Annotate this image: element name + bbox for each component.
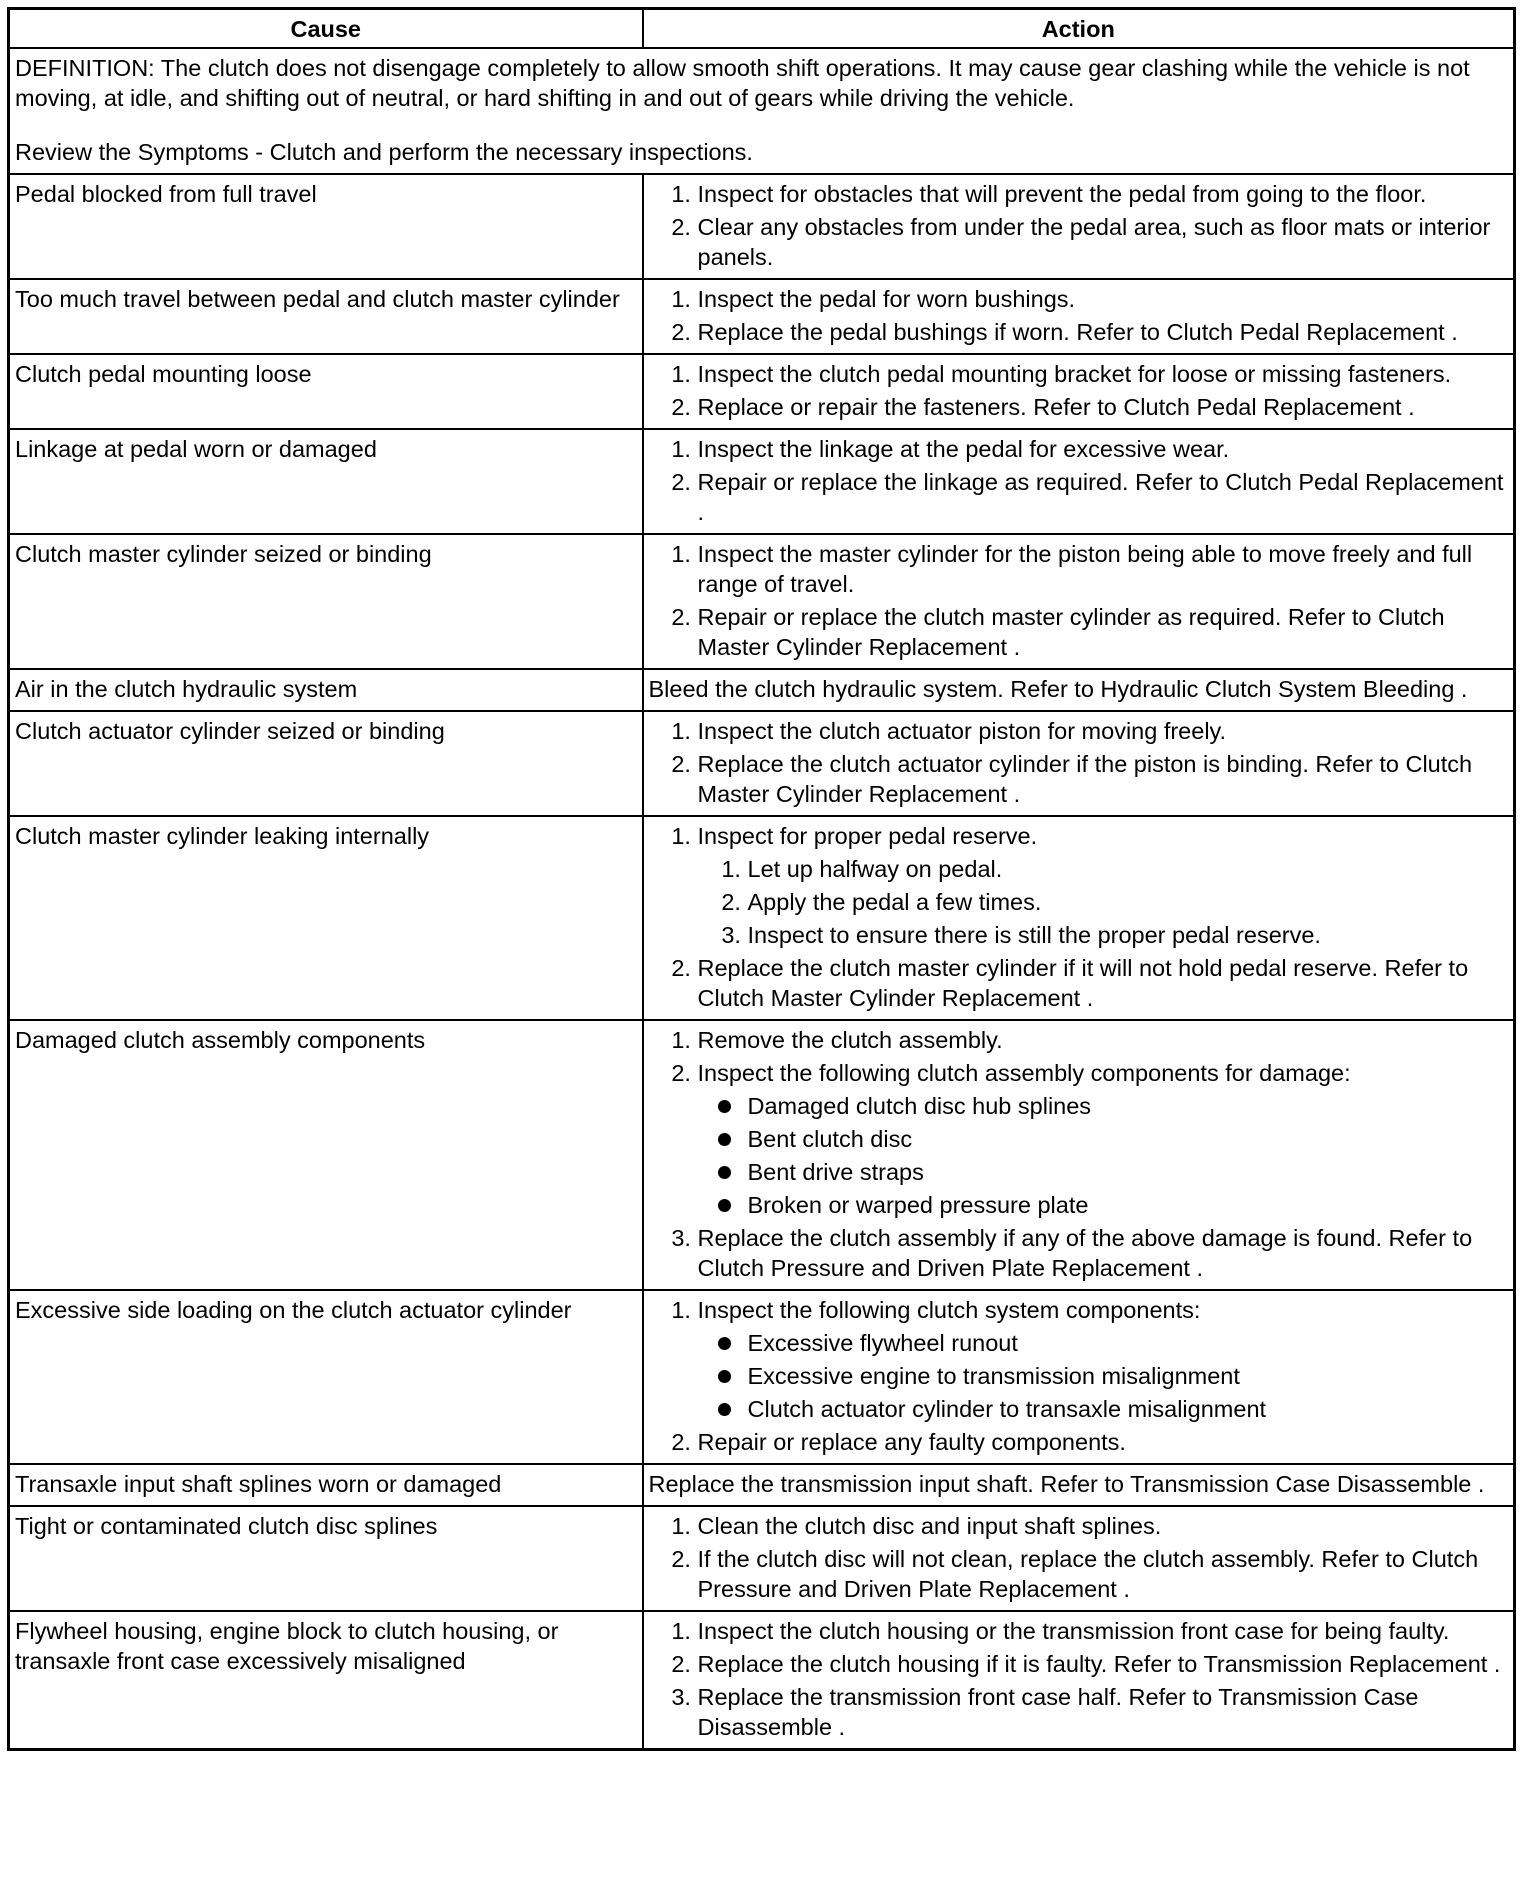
action-cell <box>643 534 1515 669</box>
action-text: Bleed the clutch hydraulic system. Refer to Hydraulic Clutch System Bleeding . <box>648 676 1468 702</box>
action-step-text: Replace the clutch assembly if any of the above damage is found. Refer to Clutch Pressure and Driven Plate Replacement . <box>697 1225 1473 1281</box>
table-row <box>9 711 1515 816</box>
action-cell <box>643 1464 1515 1506</box>
action-step <box>698 284 1509 314</box>
table-row <box>9 816 1515 1020</box>
action-step <box>698 212 1509 272</box>
definition-cell <box>9 48 1515 174</box>
action-steps <box>649 434 1509 527</box>
action-step <box>698 1058 1509 1220</box>
action-step-text: Replace the transmission front case half. Refer to Transmission Case Disassemble . <box>697 1684 1419 1740</box>
action-steps <box>649 1295 1509 1457</box>
definition-text: DEFINITION: The clutch does not disengage completely to allow smooth shift operations. It may cause gear clashing while the vehicle is not moving, at idle, and shifting out of neutral, or hard shifting in and out of gears while driving the vehicle. <box>15 55 1470 111</box>
cause-cell: Clutch actuator cylinder seized or binding <box>9 711 643 816</box>
action-steps <box>649 821 1509 1013</box>
table-row <box>9 429 1515 534</box>
action-step <box>698 1682 1509 1742</box>
action-step-text: Inspect the pedal for worn bushings. <box>697 286 1076 312</box>
action-step-text: Repair or replace the clutch master cylinder as required. Refer to Clutch Master Cylinder Replacement . <box>697 604 1445 660</box>
action-step-text: Replace or repair the fasteners. Refer to Clutch Pedal Replacement . <box>697 394 1415 420</box>
action-substeps <box>698 854 1509 950</box>
action-step-text: Replace the clutch actuator cylinder if the piston is binding. Refer to Clutch Master Cylinder Replacement . <box>697 751 1473 807</box>
action-step-text: Replace the clutch master cylinder if it will not hold pedal reserve. Refer to Clutch Master Cylinder Replacement . <box>697 955 1469 1011</box>
action-step-text: Inspect the linkage at the pedal for excessive wear. <box>697 436 1230 462</box>
action-step <box>698 749 1509 809</box>
action-step <box>698 392 1509 422</box>
action-steps <box>649 716 1509 809</box>
action-step <box>698 359 1509 389</box>
cause-cell: Clutch master cylinder seized or binding <box>9 534 643 669</box>
action-step <box>698 539 1509 599</box>
action-bullet: Bent drive straps <box>748 1157 1509 1187</box>
cause-cell: Tight or contaminated clutch disc splines <box>9 1506 643 1611</box>
cause-cell: Too much travel between pedal and clutch master cylinder <box>9 279 643 354</box>
cause-cell: Damaged clutch assembly components <box>9 1020 643 1290</box>
action-step-text: If the clutch disc will not clean, replace the clutch assembly. Refer to Clutch Pressure and Driven Plate Replacement . <box>697 1546 1479 1602</box>
cause-cell: Transaxle input shaft splines worn or damaged <box>9 1464 643 1506</box>
action-bullets <box>698 1328 1509 1424</box>
cause-cell: Air in the clutch hydraulic system <box>9 669 643 711</box>
action-cell <box>643 816 1515 1020</box>
table-row <box>9 1020 1515 1290</box>
action-steps <box>649 1025 1509 1283</box>
action-cell <box>643 174 1515 279</box>
action-step <box>698 1295 1509 1424</box>
action-step <box>698 1025 1509 1055</box>
action-substep: 1. Let up halfway on pedal. <box>748 854 1509 884</box>
action-bullet: Excessive flywheel runout <box>748 1328 1509 1358</box>
action-step <box>698 1511 1509 1541</box>
action-steps <box>649 284 1509 347</box>
action-step-text: Inspect for proper pedal reserve. <box>697 823 1038 849</box>
table-row <box>9 669 1515 711</box>
action-step-text: Inspect the clutch actuator piston for moving freely. <box>697 718 1227 744</box>
table-row <box>9 534 1515 669</box>
table-row <box>9 279 1515 354</box>
header-cause: Cause <box>9 9 643 49</box>
action-steps <box>649 1616 1509 1742</box>
action-bullet: Bent clutch disc <box>748 1124 1509 1154</box>
action-step-text: Repair or replace the linkage as required. Refer to Clutch Pedal Replacement . <box>697 469 1504 525</box>
table-row <box>9 1611 1515 1750</box>
header-action: Action <box>643 9 1515 49</box>
action-cell <box>643 1611 1515 1750</box>
cause-cell: Linkage at pedal worn or damaged <box>9 429 643 534</box>
action-cell <box>643 1506 1515 1611</box>
action-substep: 3. Inspect to ensure there is still the proper pedal reserve. <box>748 920 1509 950</box>
action-step-text: Inspect the following clutch assembly components for damage: <box>697 1060 1351 1086</box>
page <box>7 7 1513 1751</box>
action-step <box>698 467 1509 527</box>
action-step-text: Inspect for obstacles that will prevent the pedal from going to the floor. <box>697 181 1427 207</box>
action-step <box>698 953 1509 1013</box>
action-step <box>698 317 1509 347</box>
action-steps <box>649 359 1509 422</box>
action-step-text: Clear any obstacles from under the pedal area, such as floor mats or interior panels. <box>697 214 1491 270</box>
action-step-text: Replace the pedal bushings if worn. Refer to Clutch Pedal Replacement . <box>697 319 1458 345</box>
action-step-text: Inspect the clutch pedal mounting bracket for loose or missing fasteners. <box>697 361 1452 387</box>
action-step <box>698 179 1509 209</box>
action-bullet: Damaged clutch disc hub splines <box>748 1091 1509 1121</box>
action-step <box>698 716 1509 746</box>
action-step <box>698 821 1509 950</box>
action-step <box>698 1223 1509 1283</box>
action-step-text: Clean the clutch disc and input shaft splines. <box>697 1513 1162 1539</box>
action-step <box>698 434 1509 464</box>
action-bullets <box>698 1091 1509 1220</box>
diagnostic-table <box>7 7 1516 1751</box>
cause-cell: Clutch master cylinder leaking internally <box>9 816 643 1020</box>
action-cell <box>643 711 1515 816</box>
action-bullet: Broken or warped pressure plate <box>748 1190 1509 1220</box>
action-text: Replace the transmission input shaft. Refer to Transmission Case Disassemble . <box>648 1471 1485 1497</box>
cause-cell: Flywheel housing, engine block to clutch housing, or transaxle front case excessively misaligned <box>9 1611 643 1750</box>
action-cell <box>643 1290 1515 1464</box>
action-cell <box>643 279 1515 354</box>
cause-cell: Clutch pedal mounting loose <box>9 354 643 429</box>
table-row <box>9 1464 1515 1506</box>
action-step-text: Repair or replace any faulty components. <box>697 1429 1126 1455</box>
action-cell <box>643 354 1515 429</box>
action-steps <box>649 539 1509 662</box>
action-step <box>698 1427 1509 1457</box>
action-bullet: Excessive engine to transmission misalignment <box>748 1361 1509 1391</box>
action-bullet: Clutch actuator cylinder to transaxle misalignment <box>748 1394 1509 1424</box>
action-step-text: Inspect the clutch housing or the transmission front case for being faulty. <box>697 1618 1450 1644</box>
table-row <box>9 1506 1515 1611</box>
action-step <box>698 1544 1509 1604</box>
action-step-text: Remove the clutch assembly. <box>697 1027 1003 1053</box>
cause-cell: Excessive side loading on the clutch actuator cylinder <box>9 1290 643 1464</box>
action-step <box>698 602 1509 662</box>
action-step-text: Inspect the following clutch system components: <box>697 1297 1201 1323</box>
action-cell <box>643 1020 1515 1290</box>
action-cell <box>643 669 1515 711</box>
action-step-text: Inspect the master cylinder for the piston being able to move freely and full range of travel. <box>697 541 1473 597</box>
table-row <box>9 174 1515 279</box>
review-text: Review the Symptoms - Clutch and perform the necessary inspections. <box>15 139 753 165</box>
cause-cell: Pedal blocked from full travel <box>9 174 643 279</box>
action-cell <box>643 429 1515 534</box>
action-step <box>698 1649 1509 1679</box>
action-step-text: Replace the clutch housing if it is faulty. Refer to Transmission Replacement . <box>697 1651 1501 1677</box>
action-steps <box>649 179 1509 272</box>
definition-row <box>9 48 1515 174</box>
table-row <box>9 354 1515 429</box>
action-substep: 2. Apply the pedal a few times. <box>748 887 1509 917</box>
header-row <box>9 9 1515 49</box>
action-step <box>698 1616 1509 1646</box>
action-steps <box>649 1511 1509 1604</box>
table-row <box>9 1290 1515 1464</box>
